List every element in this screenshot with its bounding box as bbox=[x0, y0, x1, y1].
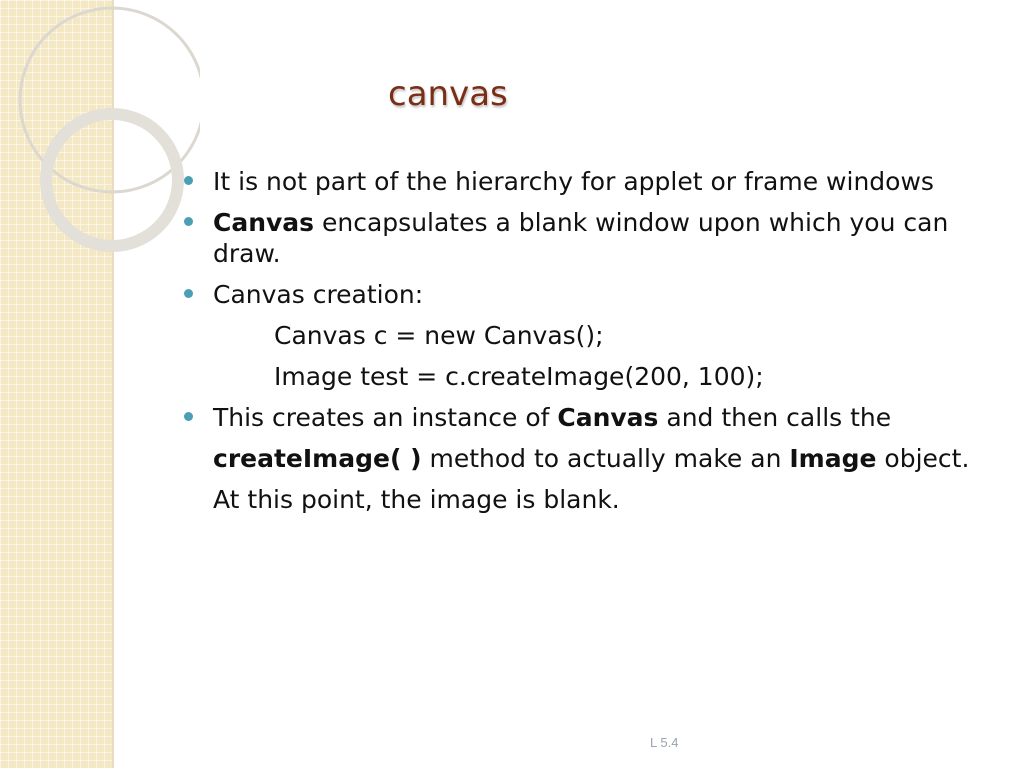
decorative-side-band bbox=[0, 0, 112, 768]
code-line: Image test = c.createImage(200, 100); bbox=[274, 362, 764, 391]
bullet-item bbox=[213, 207, 983, 269]
bullet-dot-icon bbox=[184, 217, 193, 226]
bullet-item bbox=[213, 279, 983, 310]
bold-term: Image bbox=[789, 444, 877, 473]
bullet-text: It is not part of the hierarchy for applet or frame windows bbox=[213, 167, 934, 196]
slide-content bbox=[213, 166, 983, 525]
code-line: Canvas c = new Canvas(); bbox=[274, 321, 604, 350]
bullet-item bbox=[213, 166, 983, 197]
slide-footer-label: L 5.4 bbox=[650, 735, 679, 750]
side-band-edge bbox=[112, 0, 114, 768]
bullet-text: Canvas creation: bbox=[213, 280, 424, 309]
slide-title: canvas bbox=[388, 74, 508, 114]
bullet-text-part: This creates an instance of bbox=[213, 403, 558, 432]
continuation-text: method to actually make an bbox=[421, 444, 790, 473]
bullet-dot-icon bbox=[184, 176, 193, 185]
bullet-dot-icon bbox=[184, 289, 193, 298]
bullet-bold-term: Canvas bbox=[213, 208, 315, 237]
bold-method-name: createImage( ) bbox=[213, 444, 422, 473]
continuation-text: object. bbox=[876, 444, 970, 473]
bullet-dot-icon bbox=[184, 412, 193, 421]
continuation-paragraph bbox=[213, 443, 983, 474]
continuation-line: At this point, the image is blank. bbox=[213, 485, 620, 514]
bullet-bold-term: Canvas bbox=[557, 403, 659, 432]
bullet-text-part: and then calls the bbox=[658, 403, 892, 432]
bullet-item bbox=[213, 402, 983, 433]
bullet-text: encapsulates a blank window upon which you can draw. bbox=[213, 208, 949, 268]
